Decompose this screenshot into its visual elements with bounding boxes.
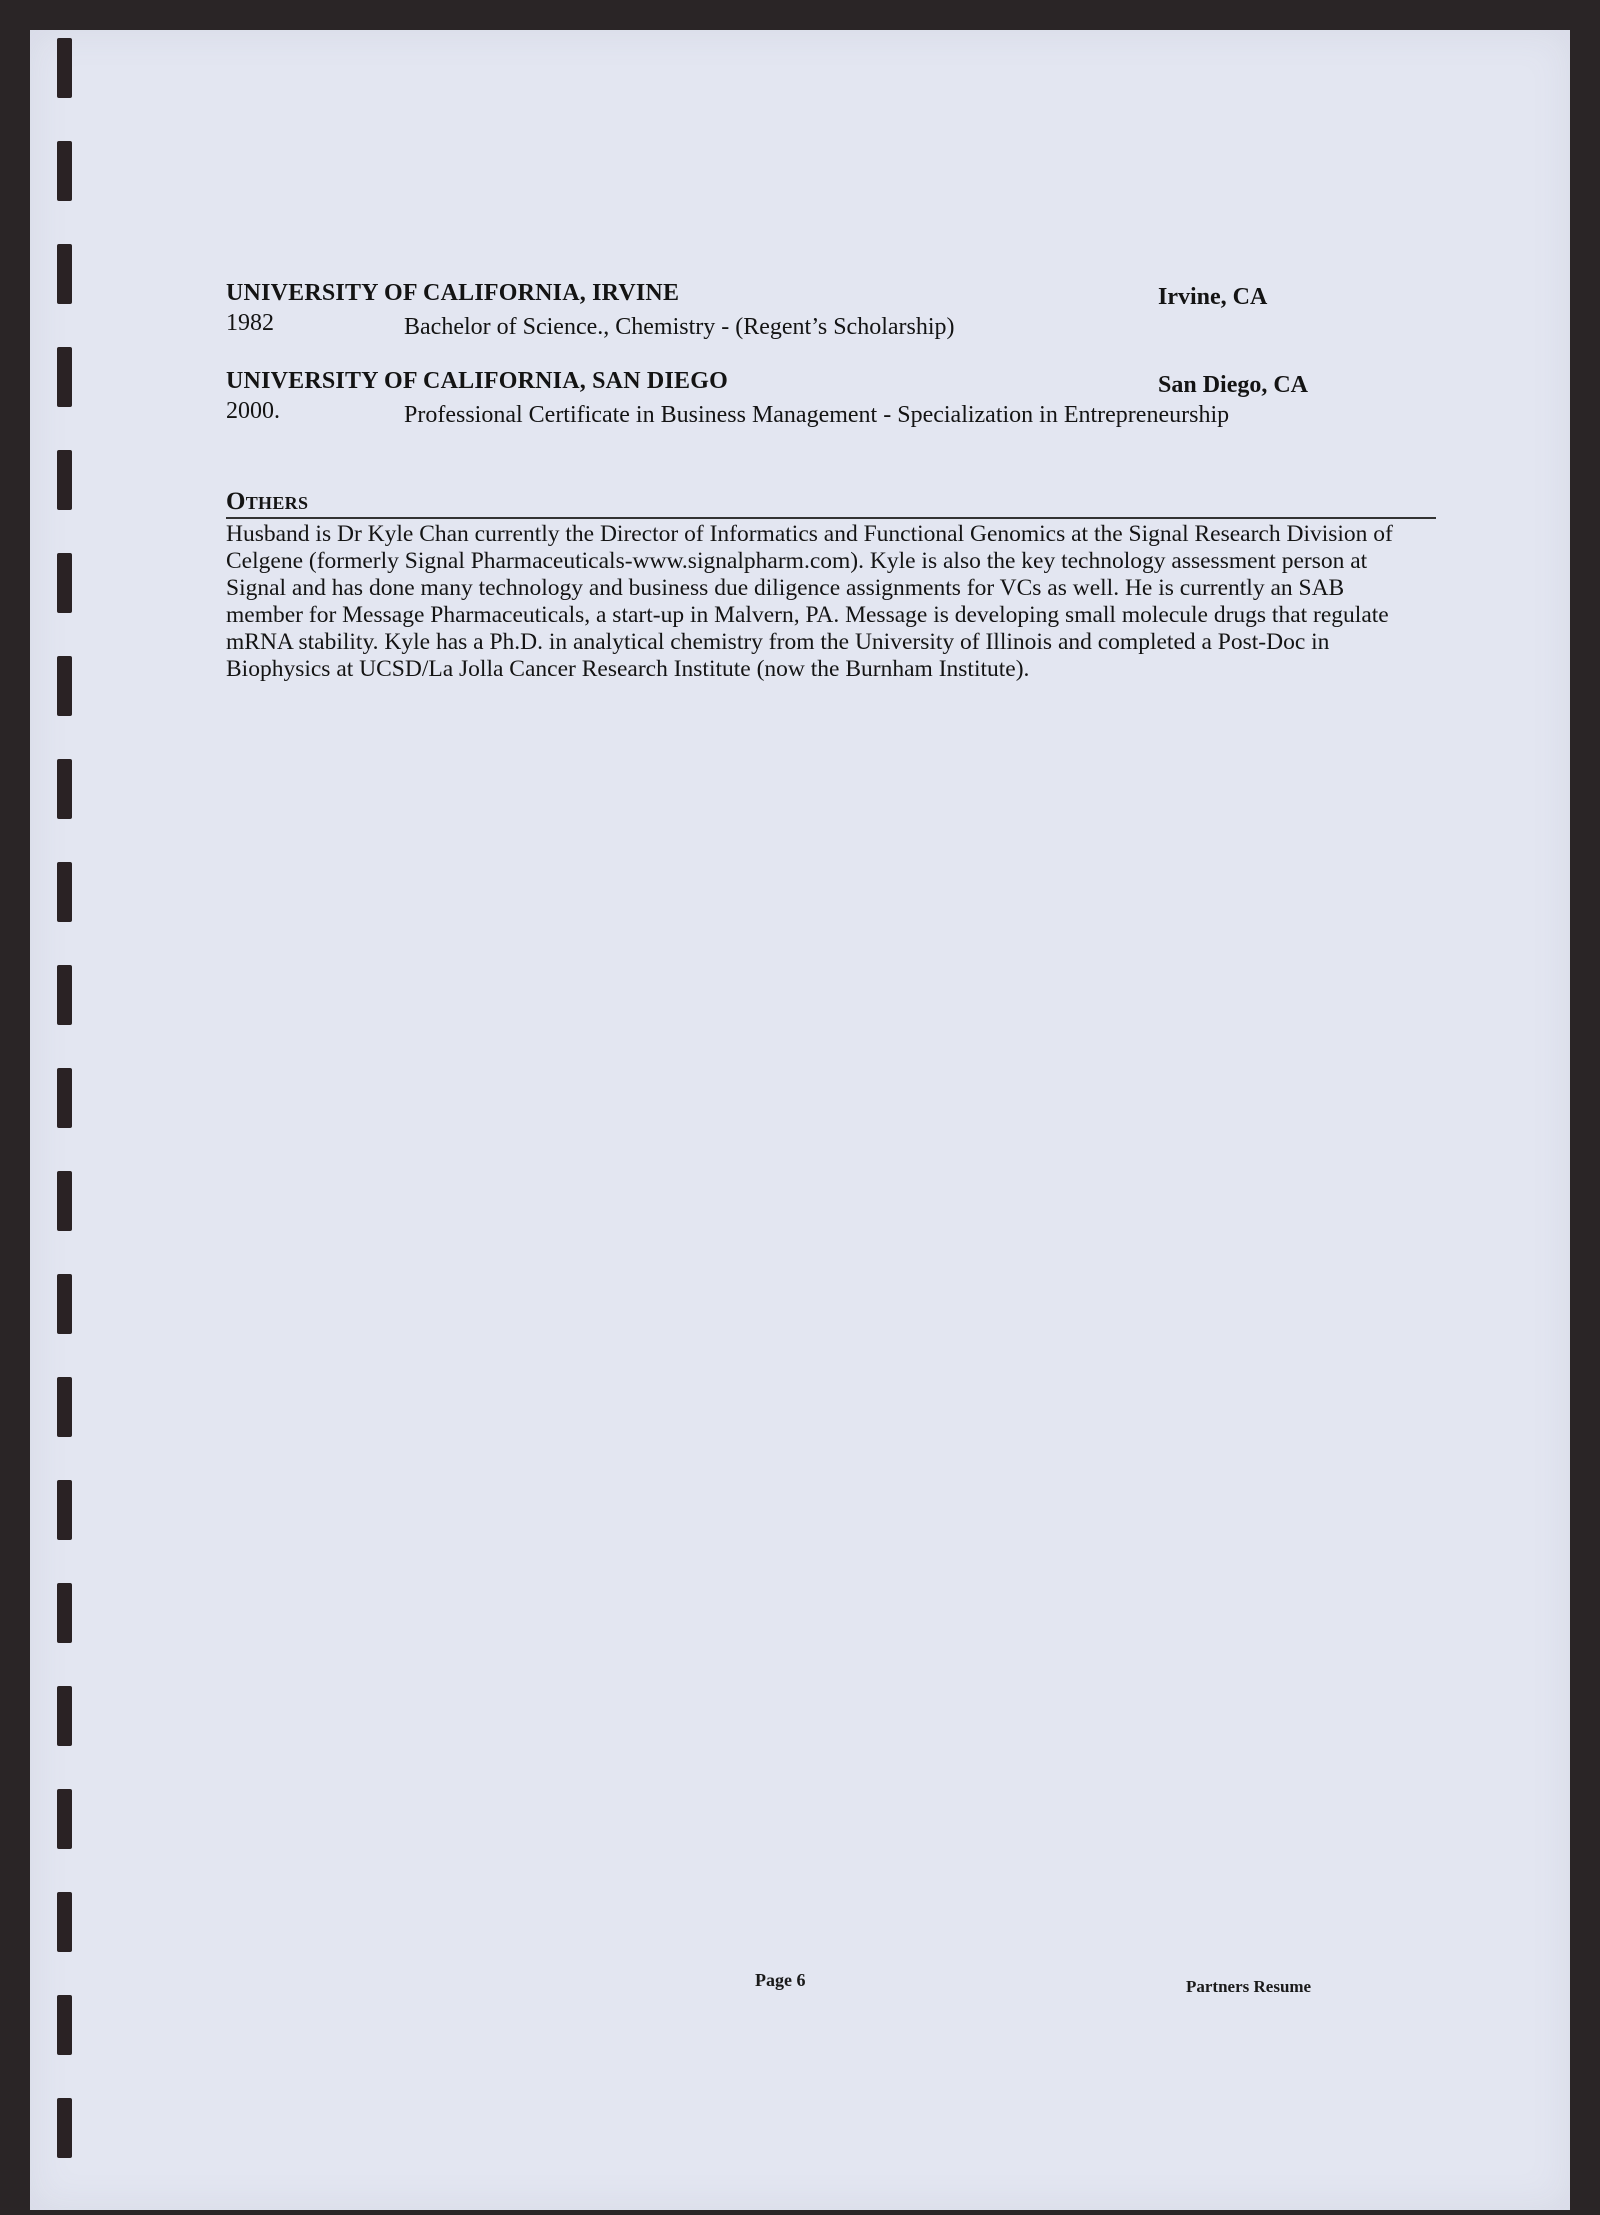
binding-hole — [57, 1686, 72, 1746]
binding-hole — [57, 862, 72, 922]
binding-hole — [57, 450, 72, 510]
education-header — [226, 368, 1436, 398]
education-detail — [226, 398, 1436, 430]
binding-hole — [57, 1274, 72, 1334]
binding-hole — [57, 38, 72, 98]
degree-year: 1982 — [226, 310, 274, 336]
binding-hole — [57, 244, 72, 304]
others-paragraph: Husband is Dr Kyle Chan currently the Director of Informatics and Functional Genomics at the Signal Research Division of Celgene (formerly Signal Pharmaceuticals-www.signalpharm.com). Kyle is also the key technology assessment person at Signal and has done many technology and business due diligence assignments for VCs as well. He is currently an SAB member for Message Pharmaceuticals, a start-up in Malvern, PA. Message is developing small molecule drugs that regulate mRNA stability. Kyle has a Ph.D. in analytical chemistry from the University of Illinois and completed a Post-Doc in Biophysics at UCSD/La Jolla Cancer Research Institute (now the Burnham Institute). — [226, 521, 1393, 682]
education-entry — [226, 368, 1436, 430]
binding-hole — [57, 1171, 72, 1231]
binding-hole — [57, 347, 72, 407]
degree-description: Professional Certificate in Business Management - Specialization in Entrepreneurship — [404, 402, 1230, 428]
binding-hole — [57, 1892, 72, 1952]
binding-hole — [57, 1583, 72, 1643]
degree-year: 2000. — [226, 398, 280, 424]
degree-description: Bachelor of Science., Chemistry - (Regent’s Scholarship) — [404, 314, 955, 340]
binding-hole — [57, 1995, 72, 2055]
binding-hole — [57, 2098, 72, 2158]
document-footer-title: Partners Resume — [1186, 1977, 1312, 1996]
binding-hole — [57, 656, 72, 716]
binding-hole — [57, 141, 72, 201]
education-entry — [226, 280, 1436, 342]
institution-name: UNIVERSITY OF CALIFORNIA, IRVINE — [226, 280, 680, 306]
binding-hole — [57, 1377, 72, 1437]
binding-hole — [57, 1068, 72, 1128]
binding-hole — [57, 759, 72, 819]
binding-hole — [57, 1789, 72, 1849]
resume-content — [226, 280, 1436, 683]
document-page — [30, 30, 1570, 2210]
section-title-others: Others — [226, 488, 309, 515]
binding-hole — [57, 553, 72, 613]
section-divider — [226, 517, 1436, 519]
page-number: Page 6 — [755, 1970, 806, 1990]
binding-hole — [57, 1480, 72, 1540]
education-detail — [226, 310, 1436, 342]
binding-hole — [57, 965, 72, 1025]
institution-location: Irvine, CA — [1158, 284, 1268, 310]
institution-name: UNIVERSITY OF CALIFORNIA, SAN DIEGO — [226, 368, 728, 394]
institution-location: San Diego, CA — [1158, 372, 1309, 398]
education-header — [226, 280, 1436, 310]
